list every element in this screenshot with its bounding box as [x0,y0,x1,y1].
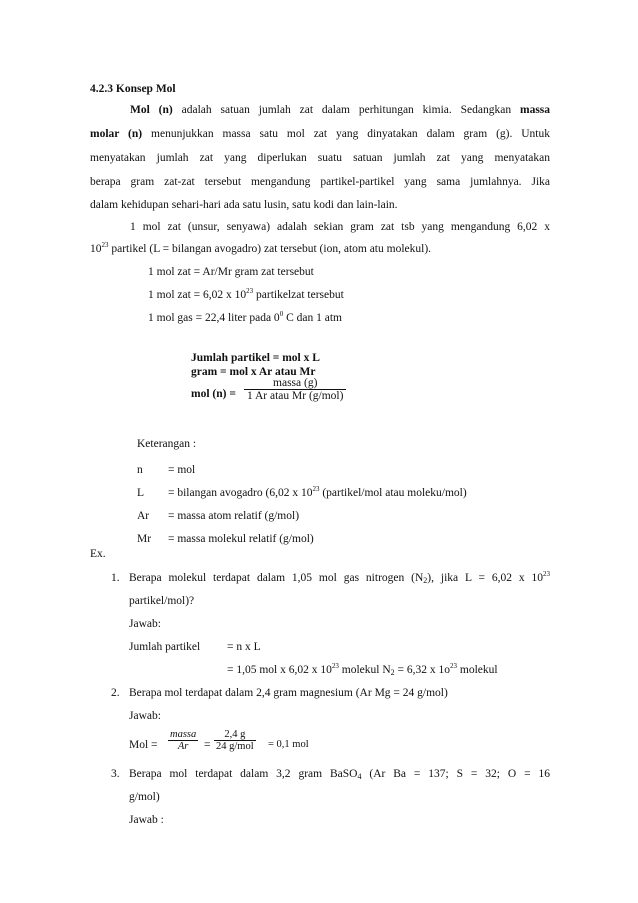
fraction-denominator: 1 Ar atau Mr (g/mol) [244,389,346,402]
keterangan-symbol: Mr [137,533,152,545]
paragraph-text: menunjukkan massa satu mol zat yang dinyatakan dalam gram (g). Untuk [142,128,550,140]
question-3-jawab: Jawab : [129,814,164,826]
text: C dan 1 atm [283,312,342,324]
superscript: 23 [246,287,254,295]
text: partikelzat tersebut [253,289,344,301]
superscript: 23 [101,241,109,249]
section-heading: 4.2.3 Konsep Mol [90,83,176,95]
text: = massa atom relatif (g/mol) [168,510,300,522]
text: ), jika L = 6,02 x 10 [427,572,543,584]
question-3-line-2: g/mol) [129,791,160,803]
paragraph-1-line-1 [90,103,550,117]
formula-jumlah-partikel: Jumlah partikel = mol x L [191,352,320,364]
keterangan-description [168,532,314,546]
term-mol: Mol (n) [130,104,173,116]
text: = bilangan avogadro (6,02 x 10 [168,487,313,499]
question-1-line-1 [129,571,550,585]
question-1-jawab: Jawab: [129,618,161,630]
paragraph-1-line-2 [90,127,550,141]
term-molar: molar (n) [90,128,143,140]
subscript: 2 [423,576,428,585]
text: = mol [168,464,196,476]
formula-gram: gram = mol x Ar atau Mr [191,366,316,378]
keterangan-symbol: n [137,464,143,476]
rule-3 [148,311,342,325]
superscript: 23 [312,485,320,493]
superscript: 23 [543,570,550,578]
question-3-number: 3. [111,768,120,780]
paragraph-1-line-3: menyatakan jumlah zat yang diperlukan suatu satuan jumlah zat yang menyatakan [90,152,550,164]
paragraph-1-line-4: berapa gram zat-zat tersebut mengandung partikel-partikel yang sama jumlahnya. Jika [90,176,550,188]
text: Berapa mol terdapat dalam 3,2 gram BaSO [129,768,358,780]
paragraph-1-line-5: dalam kehidupan sehari-hari ada satu lusin, satu kodi dan lain-lain. [90,199,398,211]
text: 1 mol zat = 6,02 x 10 [148,289,247,301]
fraction-numerator: massa [170,729,197,740]
text: = 1,05 mol x 6,02 x 10 [227,664,332,676]
text: = 6,32 x 1o [394,664,451,676]
subscript: 4 [357,772,362,781]
question-2-equals: = [204,739,211,751]
question-2-number: 2. [111,687,120,699]
superscript: 0 [279,310,284,318]
superscript: 23 [331,662,339,670]
question-2-fraction-1 [168,729,198,752]
term-massa: massa [519,104,551,116]
formula-mol-fraction [244,377,346,402]
rule-2 [148,288,344,302]
formula-mol-label: mol (n) = [191,388,236,400]
question-3-line-1 [129,767,550,781]
text: (Ar Ba = 137; S = 32; O = 16 [361,768,550,780]
text: partikel (L = bilangan avogadro) zat tersebut (ion, atom atu molekul). [108,243,432,255]
question-2-jawab: Jawab: [129,710,161,722]
subscript: 2 [390,668,395,677]
fraction-denominator: Ar [168,740,198,752]
text: 10 [90,243,102,255]
question-2-result: = 0,1 mol [268,739,309,750]
keterangan-symbol: Ar [137,510,150,522]
text: 1 mol gas = 22,4 liter pada 0 [148,312,280,324]
text: molekul N [338,664,391,676]
rule-1: 1 mol zat = Ar/Mr gram zat tersebut [148,266,314,278]
keterangan-description [168,509,299,523]
keterangan-description [168,463,195,477]
question-1-eq-2 [227,663,498,677]
text: molekul [457,664,498,676]
question-2-mol-label: Mol = [129,739,158,751]
keterangan-title: Keterangan : [137,438,197,450]
superscript: 23 [450,662,458,670]
question-1-label: Jumlah partikel [129,641,201,653]
question-2-line-1: Berapa mol terdapat dalam 2,4 gram magnesium (Ar Mg = 24 g/mol) [129,687,448,699]
text: (partikel/mol atau moleku/mol) [319,487,467,499]
question-2-fraction-2 [214,729,256,752]
text: Berapa molekul terdapat dalam 1,05 mol gas nitrogen (N [129,572,424,584]
question-1-line-2: partikel/mol)? [129,595,195,607]
question-1-number: 1. [111,572,120,584]
keterangan-symbol: L [137,487,145,499]
text: = massa molekul relatif (g/mol) [168,533,314,545]
paragraph-text: adalah satuan jumlah zat dalam perhitungan kimia. Sedangkan [172,104,520,116]
paragraph-2-line-2 [90,242,431,256]
fraction-numerator: massa (g) [273,377,318,389]
fraction-numerator: 2,4 g [224,729,246,740]
question-1-eq-1: = n x L [227,641,261,653]
keterangan-description [168,486,467,500]
example-label: Ex. [90,548,106,560]
paragraph-2-line-1: 1 mol zat (unsur, senyawa) adalah sekian gram zat tsb yang mengandung 6,02 x [130,221,550,233]
fraction-denominator: 24 g/mol [216,741,254,752]
